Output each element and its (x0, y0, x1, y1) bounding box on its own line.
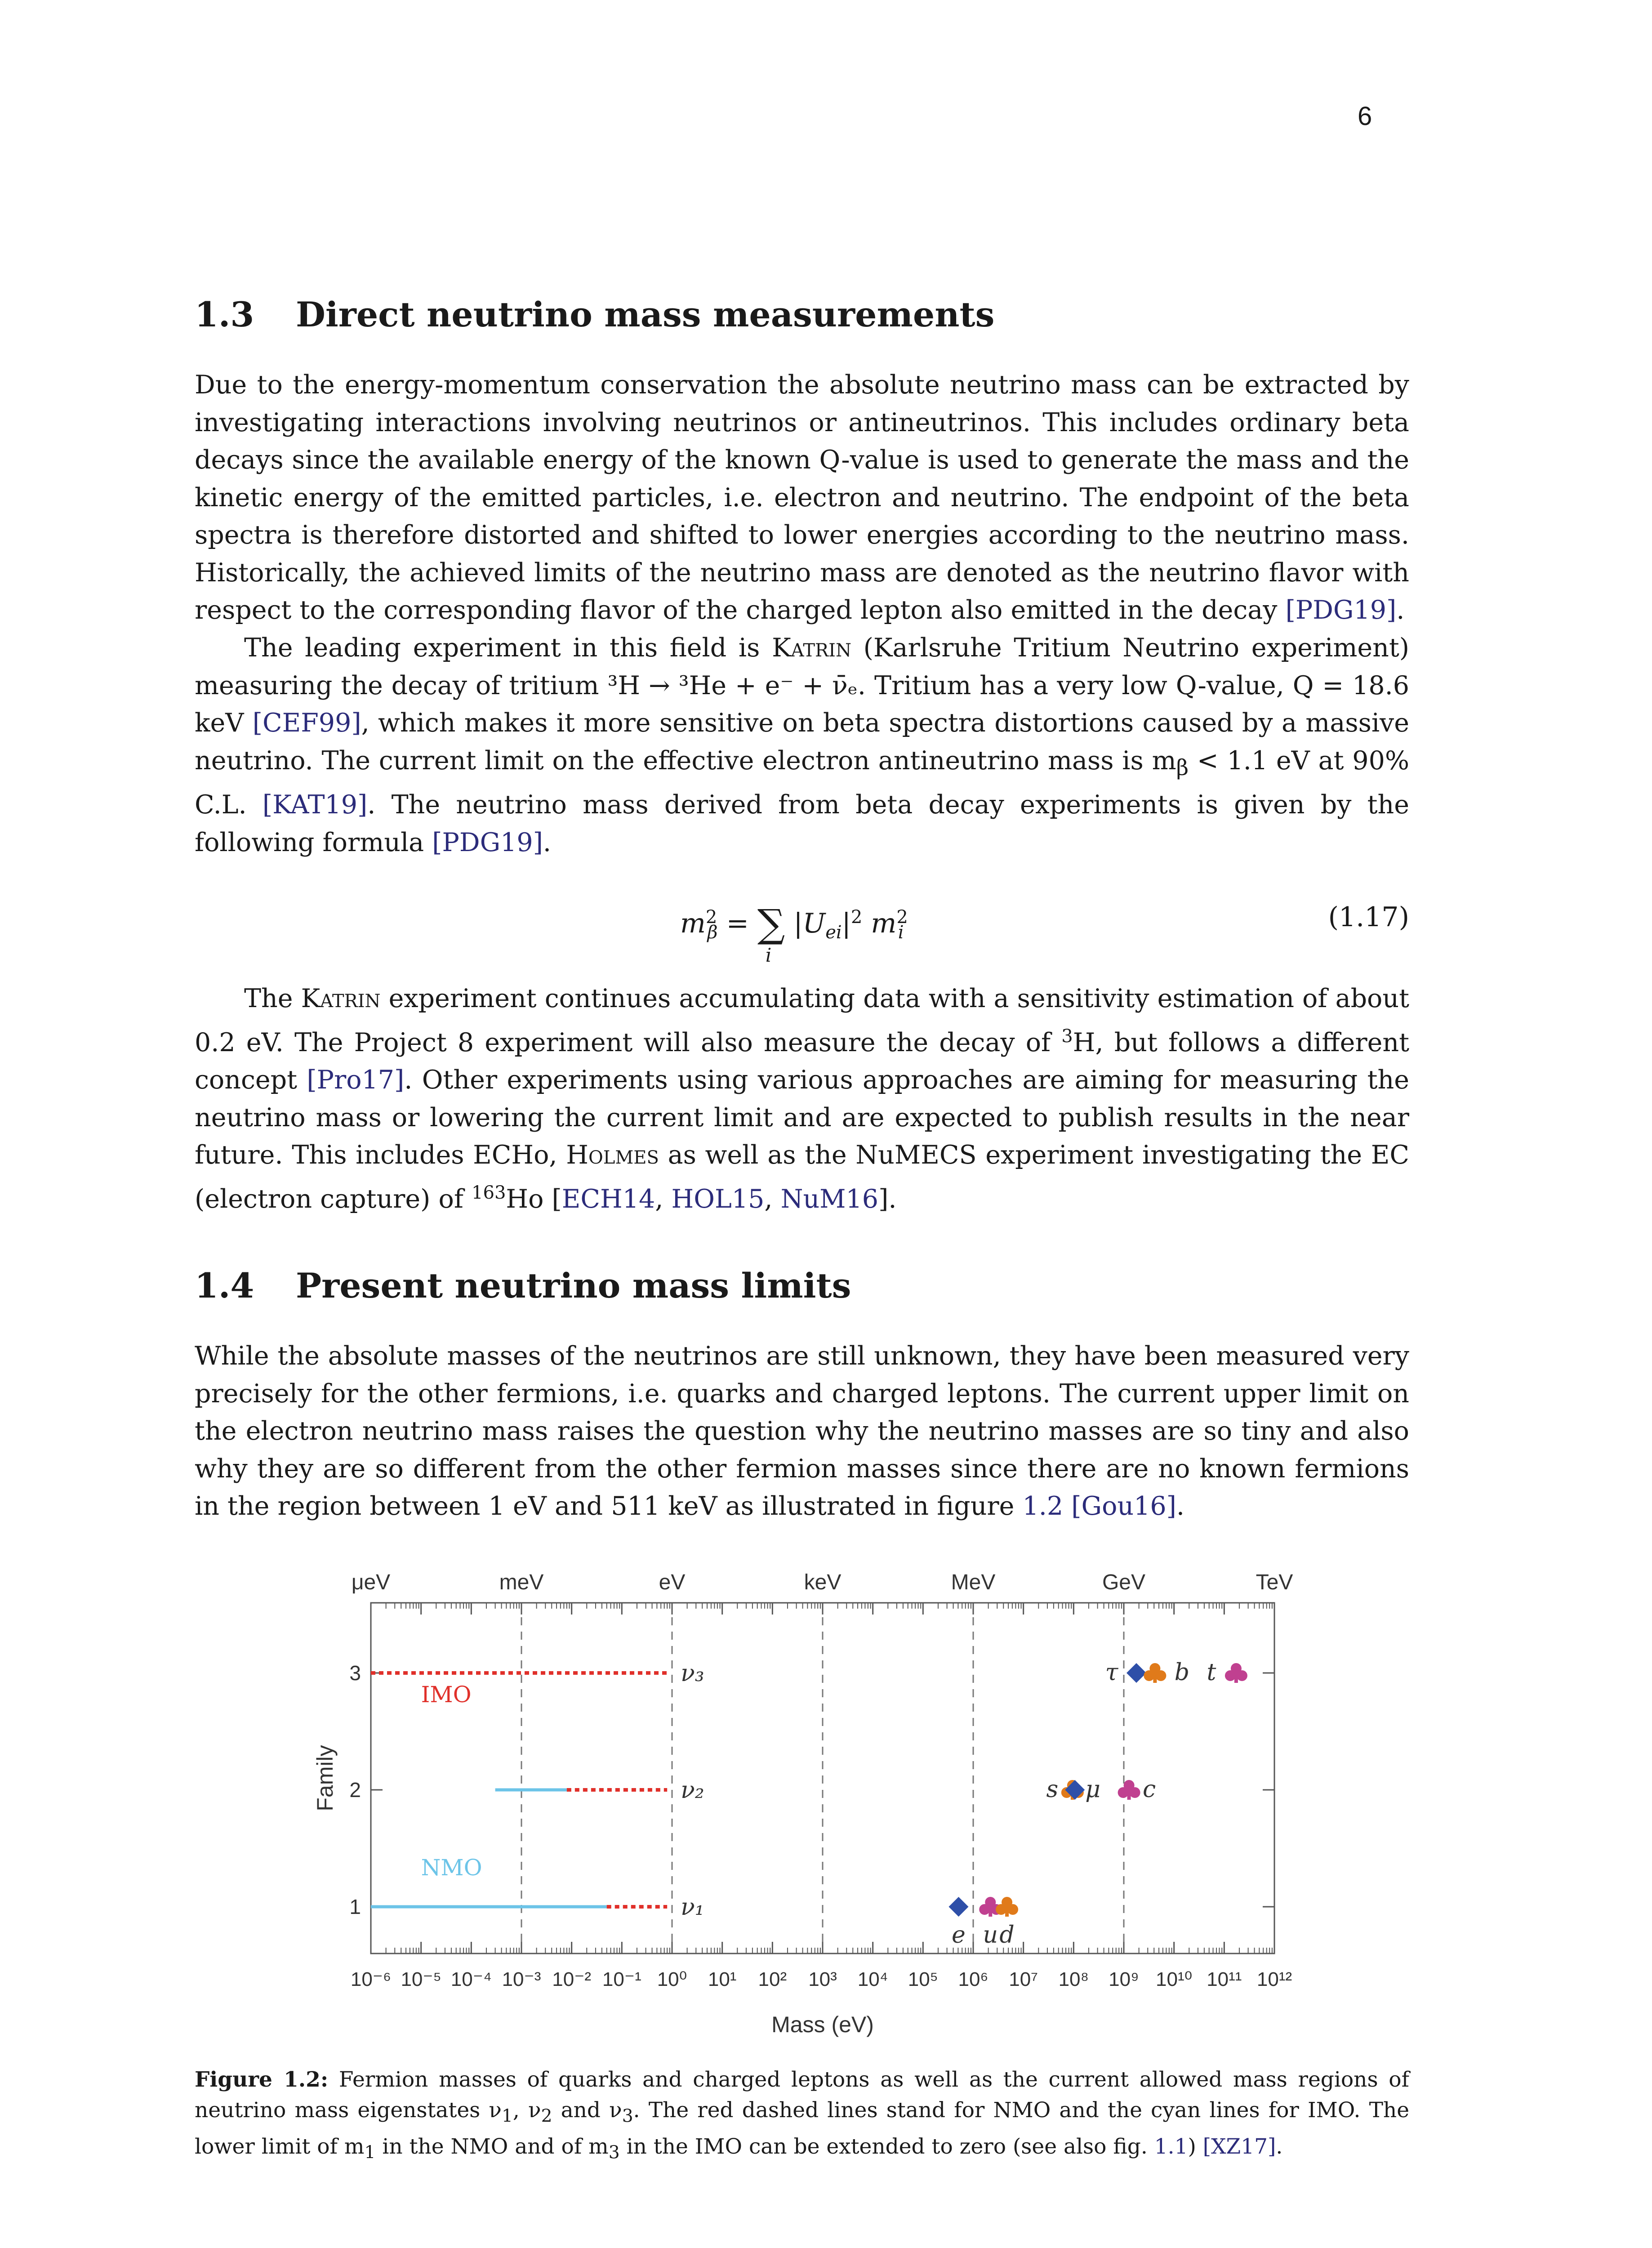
subscript: 3 (608, 2142, 620, 2163)
particle-label: τ (1105, 1659, 1118, 1686)
y-axis-label: Family (312, 1745, 338, 1811)
section-number: 1.3 (195, 294, 254, 335)
x-tick-label: 10⁷ (1009, 1968, 1038, 1990)
caption-text: Fermion masses of quarks and charged leptons as well as the current allowed mass regions of neutrino mass eigenstates ν (195, 2067, 1409, 2123)
top-unit-label: keV (804, 1570, 842, 1594)
paragraph-text: < 1.1 eV at 90% C.L. (195, 745, 1409, 820)
eq-symbol: | (842, 908, 851, 939)
figure-caption: Figure 1.2: Fermion masses of quarks and charged leptons as well as the current allowed mass regions of neutrino mass eigenstates $\nu_1$, $\nu_2$ and $\nu_3$. The red dashed lines stand for NMO and the cyan lines for IMO. The lower limit of $m_1$ in the NMO and of $m_3$ in the IMO can be extended to zero (see also fig. 1.1) [XZ17]. (195, 2067, 1410, 2163)
paragraph-text: , which makes it more sensitive on beta spectra distortions caused by a massive neutrino. The current limit on the effective electron antineutrino mass is m (195, 708, 1409, 776)
eq-sub: i (898, 922, 904, 943)
experiment-name: Katrin (301, 984, 381, 1013)
caption-label: Figure 1.2: (195, 2067, 329, 2092)
lepton-marker (948, 1897, 968, 1917)
up-quark-marker (1118, 1780, 1140, 1800)
paragraph-text: While the absolute masses of the neutrinos are still unknown, they have been measured very precisely for the other fermions, i.e. quarks and charged leptons. The current upper limit on the electron neutrino mass raises the question why the neutrino masses are so tiny and also why they are so different from the other fermion masses since there are no known fermions in the region between 1 eV and 511 keV as illustrated in figure (195, 1341, 1409, 1521)
section-title: Direct neutrino mass measurements (296, 294, 995, 335)
x-tick-label: 10² (758, 1968, 787, 1990)
x-tick-label: 10⁵ (908, 1968, 938, 1990)
paragraph-text: Ho (506, 1184, 544, 1214)
ordering-label: NMO (421, 1854, 482, 1881)
paragraph-text: as well as the NuMECS experiment investigating the EC (electron capture) of (195, 1140, 1409, 1214)
top-unit-label: μeV (351, 1570, 391, 1594)
x-tick-label: 10³ (808, 1968, 837, 1990)
x-tick-label: 10⁹ (1109, 1968, 1139, 1990)
superscript: 3 (1061, 1026, 1073, 1047)
section-heading-1-4 (195, 1266, 851, 1306)
caption-text: in the IMO can be extended to zero (see also fig. (626, 2134, 1148, 2159)
paragraph-text: H, but follows a different concept (195, 1027, 1409, 1095)
subscript: 1 (501, 2106, 513, 2127)
eq-symbol: m (871, 908, 897, 939)
top-unit-label: TeV (1256, 1570, 1293, 1594)
summation-symbol: ∑ i (757, 901, 785, 966)
y-tick-label: 3 (349, 1661, 361, 1685)
particle-label: b (1174, 1659, 1190, 1686)
experiment-name: Katrin (772, 633, 851, 663)
particle-label: e (952, 1922, 966, 1949)
subscript: 3 (622, 2106, 633, 2127)
x-tick-label: 10¹¹ (1207, 1968, 1242, 1990)
top-unit-label: MeV (951, 1570, 996, 1594)
subscript: β (1176, 755, 1189, 780)
up-quark-marker (1225, 1663, 1247, 1683)
caption-text: . The red dashed lines stand for NMO and the cyan lines for IMO. The lower limit of m (195, 2098, 1410, 2159)
eq-sub: ei (825, 922, 842, 943)
eq-sub: β (707, 922, 718, 943)
x-tick-label: 10¹² (1256, 1968, 1292, 1990)
y-tick-label: 2 (349, 1778, 361, 1802)
paragraph: While the absolute masses of the neutrinos are still unknown, they have been measured very precisely for the other fermions, i.e. quarks and charged leptons. The current upper limit on the electron neutrino mass raises the question why the neutrino masses are so tiny and also why they are so different from the other fermion masses since there are no known fermions in the region between 1 eV and 511 keV as illustrated in figure 1.2 [Gou16]. (195, 1341, 1409, 1521)
particle-label: s (1046, 1776, 1059, 1803)
page-number: 6 (1358, 102, 1372, 131)
x-tick-label: 10¹ (708, 1968, 737, 1990)
superscript: 163 (472, 1182, 506, 1203)
paragraph-text: The leading experiment in this field is (244, 633, 760, 663)
x-tick-label: 10⁻² (552, 1968, 592, 1990)
x-tick-label: 10⁻³ (502, 1968, 541, 1990)
particle-label: u (983, 1922, 998, 1949)
paragraph: Due to the energy-momentum conservation the absolute neutrino mass can be extracted by investigating interactions involving neutrinos or antineutrinos. This includes ordinary beta decays since the available energy of the known Q-value is used to generate the mass and the kinetic energy of the emitted particles, i.e. electron and neutrino. The endpoint of the beta spectra is therefore distorted and shifted to lower energies according to the neutrino mass. Historically, the achieved limits of the neutrino mass are denoted as the neutrino flavor with respect to the corresponding flavor of the charged lepton also emitted in the decay [PDG19]. (195, 370, 1409, 625)
x-tick-label: 10⁶ (958, 1968, 989, 1990)
x-tick-label: 10⁻⁶ (350, 1968, 392, 1990)
paragraph-text: . The neutrino mass derived from beta decay experiments is given by the following formula (195, 790, 1409, 857)
x-axis-label: Mass (eV) (771, 2012, 874, 2037)
down-quark-marker (996, 1897, 1018, 1917)
sum-index: i (765, 944, 772, 966)
eq-sup: 2 (850, 907, 863, 928)
top-unit-label: meV (499, 1570, 544, 1594)
paragraph-text: experiment continues accumulating data with a sensitivity estimation of about 0.2 eV. The Project 8 experiment will also measure the decay of (195, 984, 1409, 1057)
neutrino-label: ν₃ (681, 1660, 704, 1687)
citation-link[interactable]: [KAT19] (262, 790, 368, 820)
equation-body: $m^2_\beta$ = ∑ i $|U_{ei}|^2$ $m^2_i$ (680, 901, 908, 966)
top-unit-label: eV (659, 1570, 686, 1594)
ordering-label: IMO (421, 1682, 472, 1708)
caption-text: and ν (561, 2098, 622, 2123)
citation-link[interactable]: HOL15 (671, 1184, 765, 1214)
top-unit-label: GeV (1102, 1570, 1146, 1594)
figure-link[interactable]: 1.2 (1022, 1491, 1064, 1521)
citation-link[interactable]: [XZ17] (1202, 2134, 1276, 2159)
citation-link[interactable]: NuM16 (780, 1184, 879, 1214)
citation-link[interactable]: ECH14 (561, 1184, 655, 1214)
x-tick-label: 10⁻⁴ (450, 1968, 492, 1990)
particle-label: d (999, 1922, 1015, 1949)
eq-sup: 2 (896, 907, 908, 928)
eq-sup: 2 (705, 907, 717, 928)
decay-equation: ³H → ³He + e⁻ + ν̄ₑ. (607, 670, 866, 700)
experiment-name: Holmes (566, 1140, 659, 1170)
paragraph-text: Due to the energy-momentum conservation the absolute neutrino mass can be extracted by investigating interactions involving neutrinos or antineutrinos. This includes ordinary beta decays since the available energy of the known Q-value is used to generate the mass and the kinetic energy of the emitted particles, i.e. electron and neutrino. The endpoint of the beta spectra is therefore distorted and shifted to lower energies according to the neutrino mass. Historically, the achieved limits of the neutrino mass are denoted as the neutrino flavor with respect to the corresponding flavor of the charged lepton also emitted in the decay (195, 370, 1409, 625)
paragraph-text: . Other experiments using various approaches are aiming for measuring the neutrino mass or lowering the current limit and are expected to publish results in the near future. This includes ECHo, (195, 1065, 1409, 1170)
equation-1-17 (195, 892, 1409, 969)
down-quark-marker (1144, 1663, 1166, 1683)
neutrino-label: ν₁ (681, 1894, 704, 1921)
figure-link[interactable]: 1.1 (1154, 2134, 1188, 2159)
equation-number: (1.17) (1328, 901, 1409, 933)
section-number: 1.4 (195, 1266, 254, 1306)
particle-label: c (1143, 1776, 1156, 1803)
eq-symbol: m (680, 908, 706, 939)
x-tick-label: 10⁻¹ (602, 1968, 641, 1990)
paragraph-text: (Karlsruhe Tritium Neutrino experiment) measuring the decay of tritium (195, 633, 1409, 700)
paragraph: The leading experiment in this field is Katrin (Karlsruhe Tritium Neutrino experiment) measuring the decay of tritium ³H → ³He + e⁻ + ν̄ₑ. Tritium has a very low Q-value, Q = 18.6 keV [CEF99], which makes it more sensitive on beta spectra distortions caused by a massive neutrino. The current limit on the effective electron antineutrino mass is $m_\beta < 1.1$ eV at 90% C.L. [KAT19]. The neutrino mass derived from beta decay experiments is given by the following formula [PDG19]. (195, 633, 1410, 857)
caption-text: in the NMO and of m (382, 2134, 609, 2159)
lepton-marker (1127, 1663, 1146, 1683)
x-tick-label: 10⁴ (857, 1968, 888, 1990)
section-heading-1-3 (195, 294, 994, 335)
particle-label: t (1207, 1659, 1216, 1686)
paragraph-text: Tritium has a very low Q-value, Q = 18.6 keV (195, 670, 1410, 738)
citation-link[interactable]: [CEF99] (252, 708, 361, 738)
citation-link[interactable]: [Pro17] (307, 1065, 405, 1095)
x-tick-label: 10¹⁰ (1156, 1968, 1193, 1990)
x-tick-label: 10⁻⁵ (401, 1968, 441, 1990)
fermion-mass-chart (310, 1549, 1308, 2048)
citation-link[interactable]: [PDG19] (1285, 595, 1397, 625)
x-tick-label: 10⁰ (657, 1968, 687, 1990)
citation-link[interactable]: [PDG19] (432, 827, 543, 857)
citation-link[interactable]: [Gou16] (1071, 1491, 1176, 1521)
paragraph-text: The (244, 984, 293, 1013)
chart-svg (310, 1549, 1308, 2048)
y-tick-label: 1 (349, 1895, 361, 1918)
subscript: 1 (364, 2142, 376, 2163)
particle-label: μ (1085, 1776, 1101, 1803)
neutrino-label: ν₂ (681, 1777, 704, 1804)
x-tick-label: 10⁸ (1058, 1968, 1089, 1990)
section-title: Present neutrino mass limits (296, 1266, 851, 1306)
eq-symbol: |U (793, 908, 826, 939)
paragraph: The Katrin experiment continues accumulating data with a sensitivity estimation of about 0.2 eV. The Project 8 experiment will also measure the decay of $^3$H, but follows a different concept [Pro17]. Other experiments using various approaches are aiming for measuring the neutrino mass or lowering the current limit and are expected to publish results in the near future. This includes ECHo, Holmes as well as the NuMECS experiment investigating the EC (electron capture) of $^{163}$Ho [ECH14, HOL15, NuM16]. (195, 984, 1409, 1214)
subscript: 2 (541, 2106, 552, 2127)
